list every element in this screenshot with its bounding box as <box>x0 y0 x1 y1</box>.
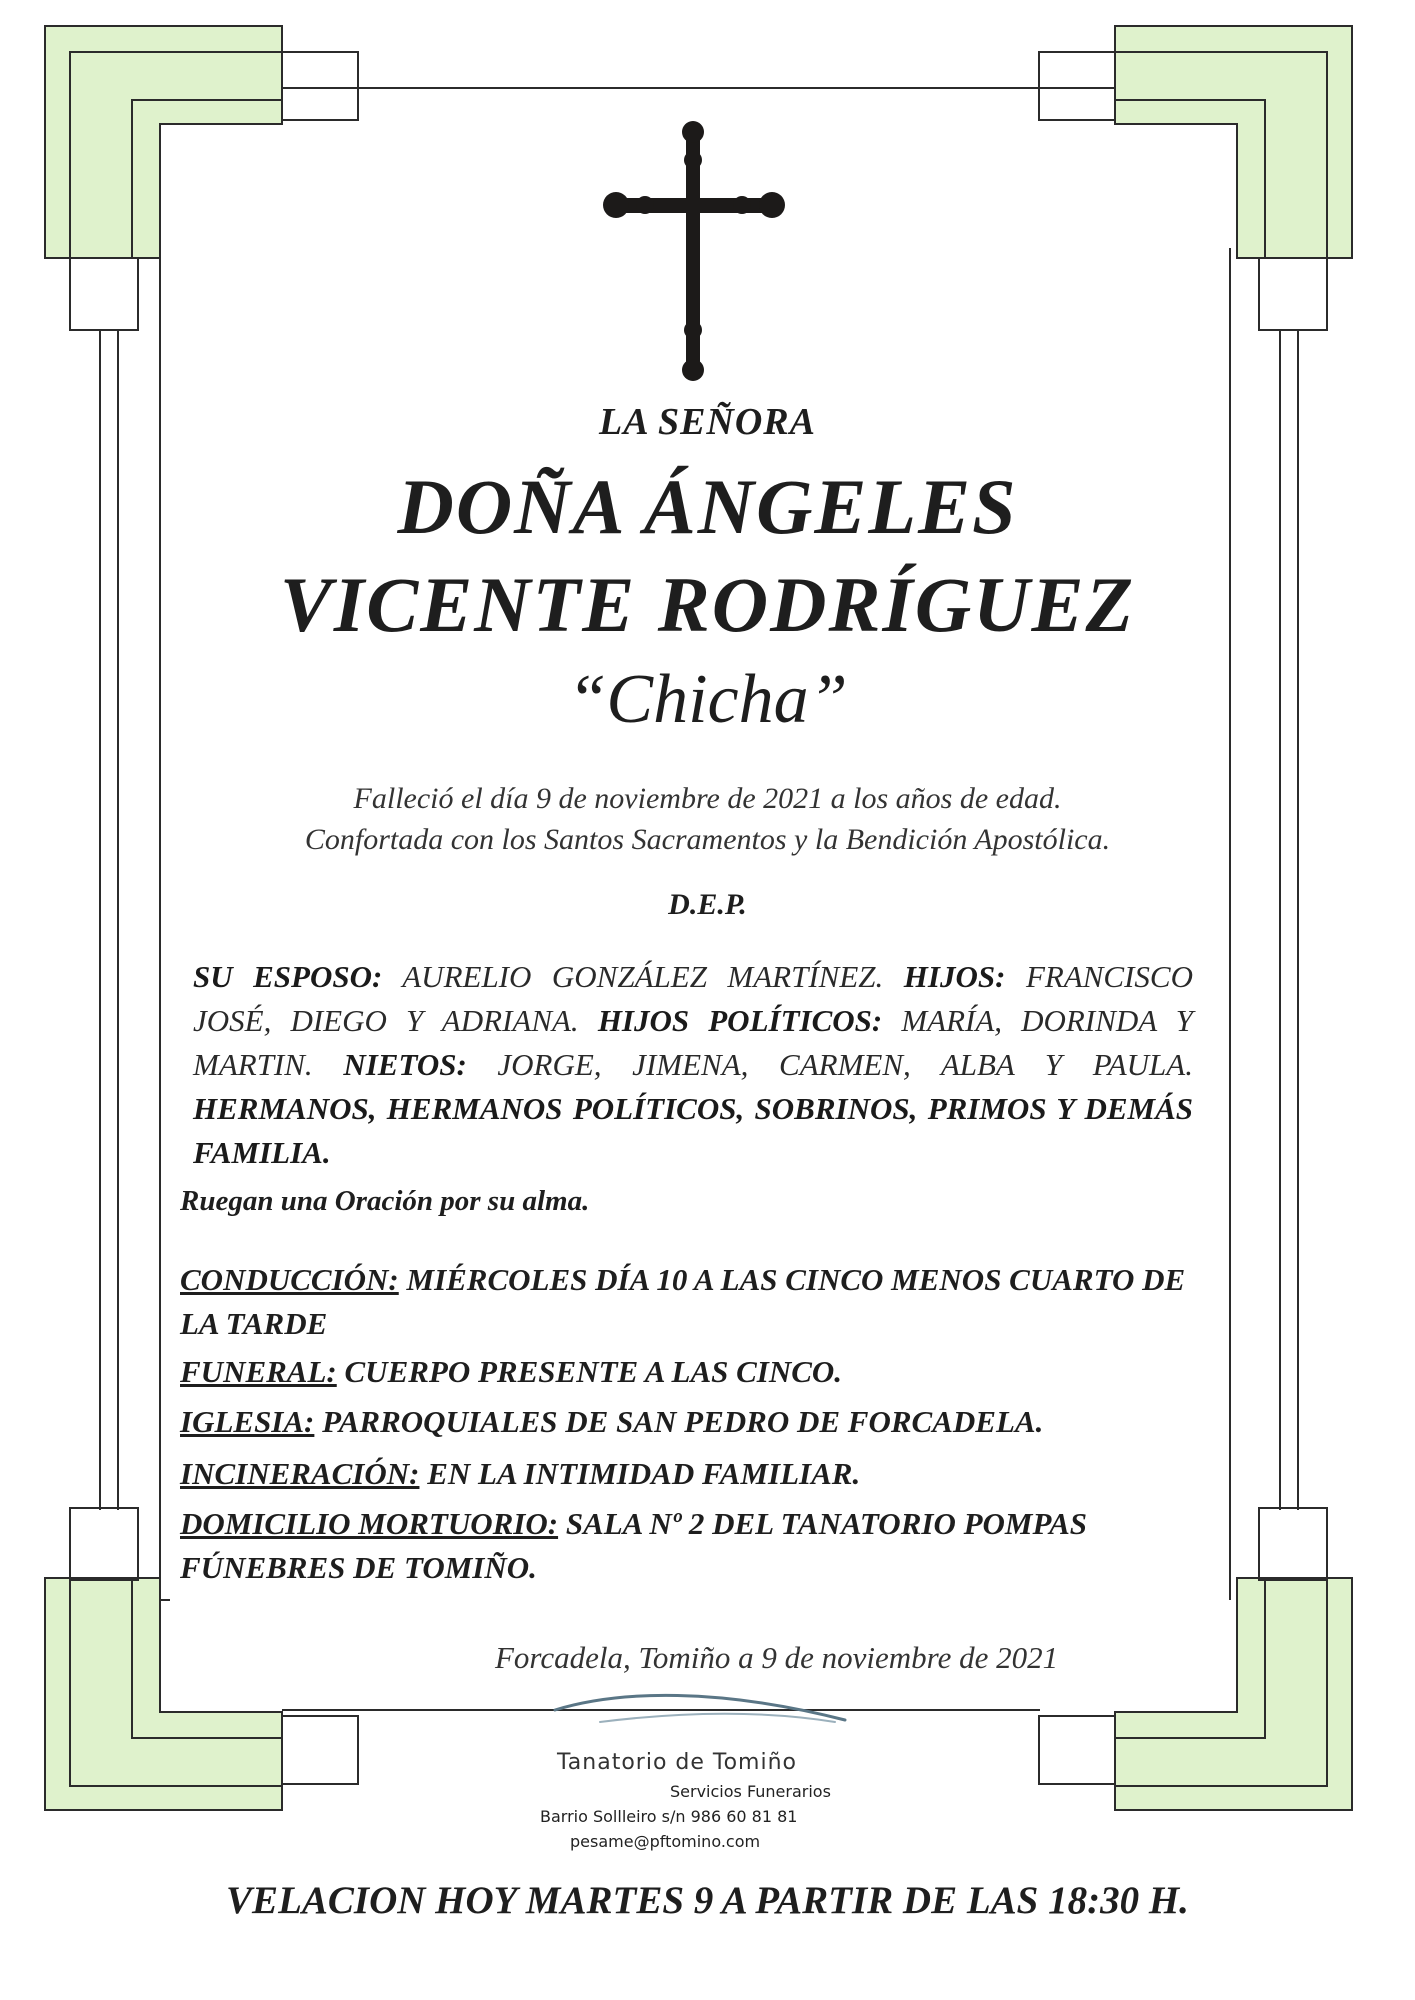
death-line-2: Confortada con los Santos Sacramentos y la Bendición Apostólica. <box>304 823 1111 856</box>
incineracion-row <box>180 1452 1220 1496</box>
children-label: HIJOS: <box>903 959 1006 994</box>
funeral-home-subtitle: Servicios Funerarios <box>670 1782 831 1801</box>
domicilio-label: DOMICILIO MORTUORIO: <box>180 1506 559 1541</box>
place-date: Forcadela, Tomiño a 9 de noviembre de 2021 <box>495 1640 1059 1675</box>
dep-label: D.E.P. <box>668 888 747 921</box>
corner-top-right <box>1039 26 1352 330</box>
children-names: FRANCISCO JOSÉ, DIEGO Y ADRIANA. <box>193 959 1193 1038</box>
grandchildren-names: JORGE, JIMENA, CARMEN, ALBA Y PAULA. <box>497 1047 1193 1082</box>
funeral-row <box>180 1350 1220 1394</box>
funeral-home-address: Barrio Sollleiro s/n 986 60 81 81 <box>540 1807 798 1826</box>
incineracion-value: EN LA INTIMIDAD FAMILIAR. <box>427 1456 861 1491</box>
conduccion-value: MIÉRCOLES DÍA 10 A LAS CINCO MENOS CUARTO DE LA TARDE <box>180 1262 1186 1341</box>
notice-prefix: LA SEÑORA <box>598 401 817 443</box>
iglesia-label: IGLESIA: <box>180 1404 315 1439</box>
grandchildren-label: NIETOS: <box>343 1047 467 1082</box>
domicilio-value: SALA Nº 2 DEL TANATORIO POMPAS FÚNEBRES DE TOMIÑO. <box>180 1506 1088 1585</box>
funeral-value: CUERPO PRESENTE A LAS CINCO. <box>344 1354 843 1389</box>
iglesia-value: PARROQUIALES DE SAN PEDRO DE FORCADELA. <box>322 1404 1044 1439</box>
funeral-home-name: Tanatorio de Tomiño <box>557 1750 797 1775</box>
family-paragraph <box>193 955 1193 1175</box>
logo-wave-icon <box>555 1695 845 1722</box>
iglesia-row <box>180 1400 1220 1444</box>
inlaws-names: MARÍA, DORINDA Y MARTIN. <box>193 1003 1193 1082</box>
corner-top-left <box>45 26 358 330</box>
conduccion-label: CONDUCCIÓN: <box>180 1262 399 1297</box>
spouse-label: SU ESPOSO: <box>193 959 383 994</box>
death-line-1: Falleció el día 9 de noviembre de 2021 a los años de edad. <box>353 782 1062 815</box>
deceased-name-line-1: DOÑA ÁNGELES <box>397 463 1018 550</box>
deceased-nickname: “Chicha” <box>567 661 848 738</box>
cross-icon <box>603 121 785 381</box>
conduccion-row <box>180 1258 1220 1346</box>
deceased-name-line-2: VICENTE RODRÍGUEZ <box>279 561 1136 648</box>
funeral-home-email: pesame@pftomino.com <box>570 1832 761 1851</box>
prayer-request: Ruegan una Oración por su alma. <box>180 1185 590 1217</box>
other-family: HERMANOS, HERMANOS POLÍTICOS, SOBRINOS, PRIMOS Y DEMÁS FAMILIA. <box>193 1091 1193 1170</box>
spouse-name: AURELIO GONZÁLEZ MARTÍNEZ. <box>402 959 884 994</box>
wake-announcement: VELACION HOY MARTES 9 A PARTIR DE LAS 18:30 H. <box>226 1879 1189 1922</box>
inlaws-label: HIJOS POLÍTICOS: <box>597 1003 883 1038</box>
incineracion-label: INCINERACIÓN: <box>180 1456 420 1491</box>
domicilio-row <box>180 1502 1220 1590</box>
funeral-label: FUNERAL: <box>180 1354 337 1389</box>
